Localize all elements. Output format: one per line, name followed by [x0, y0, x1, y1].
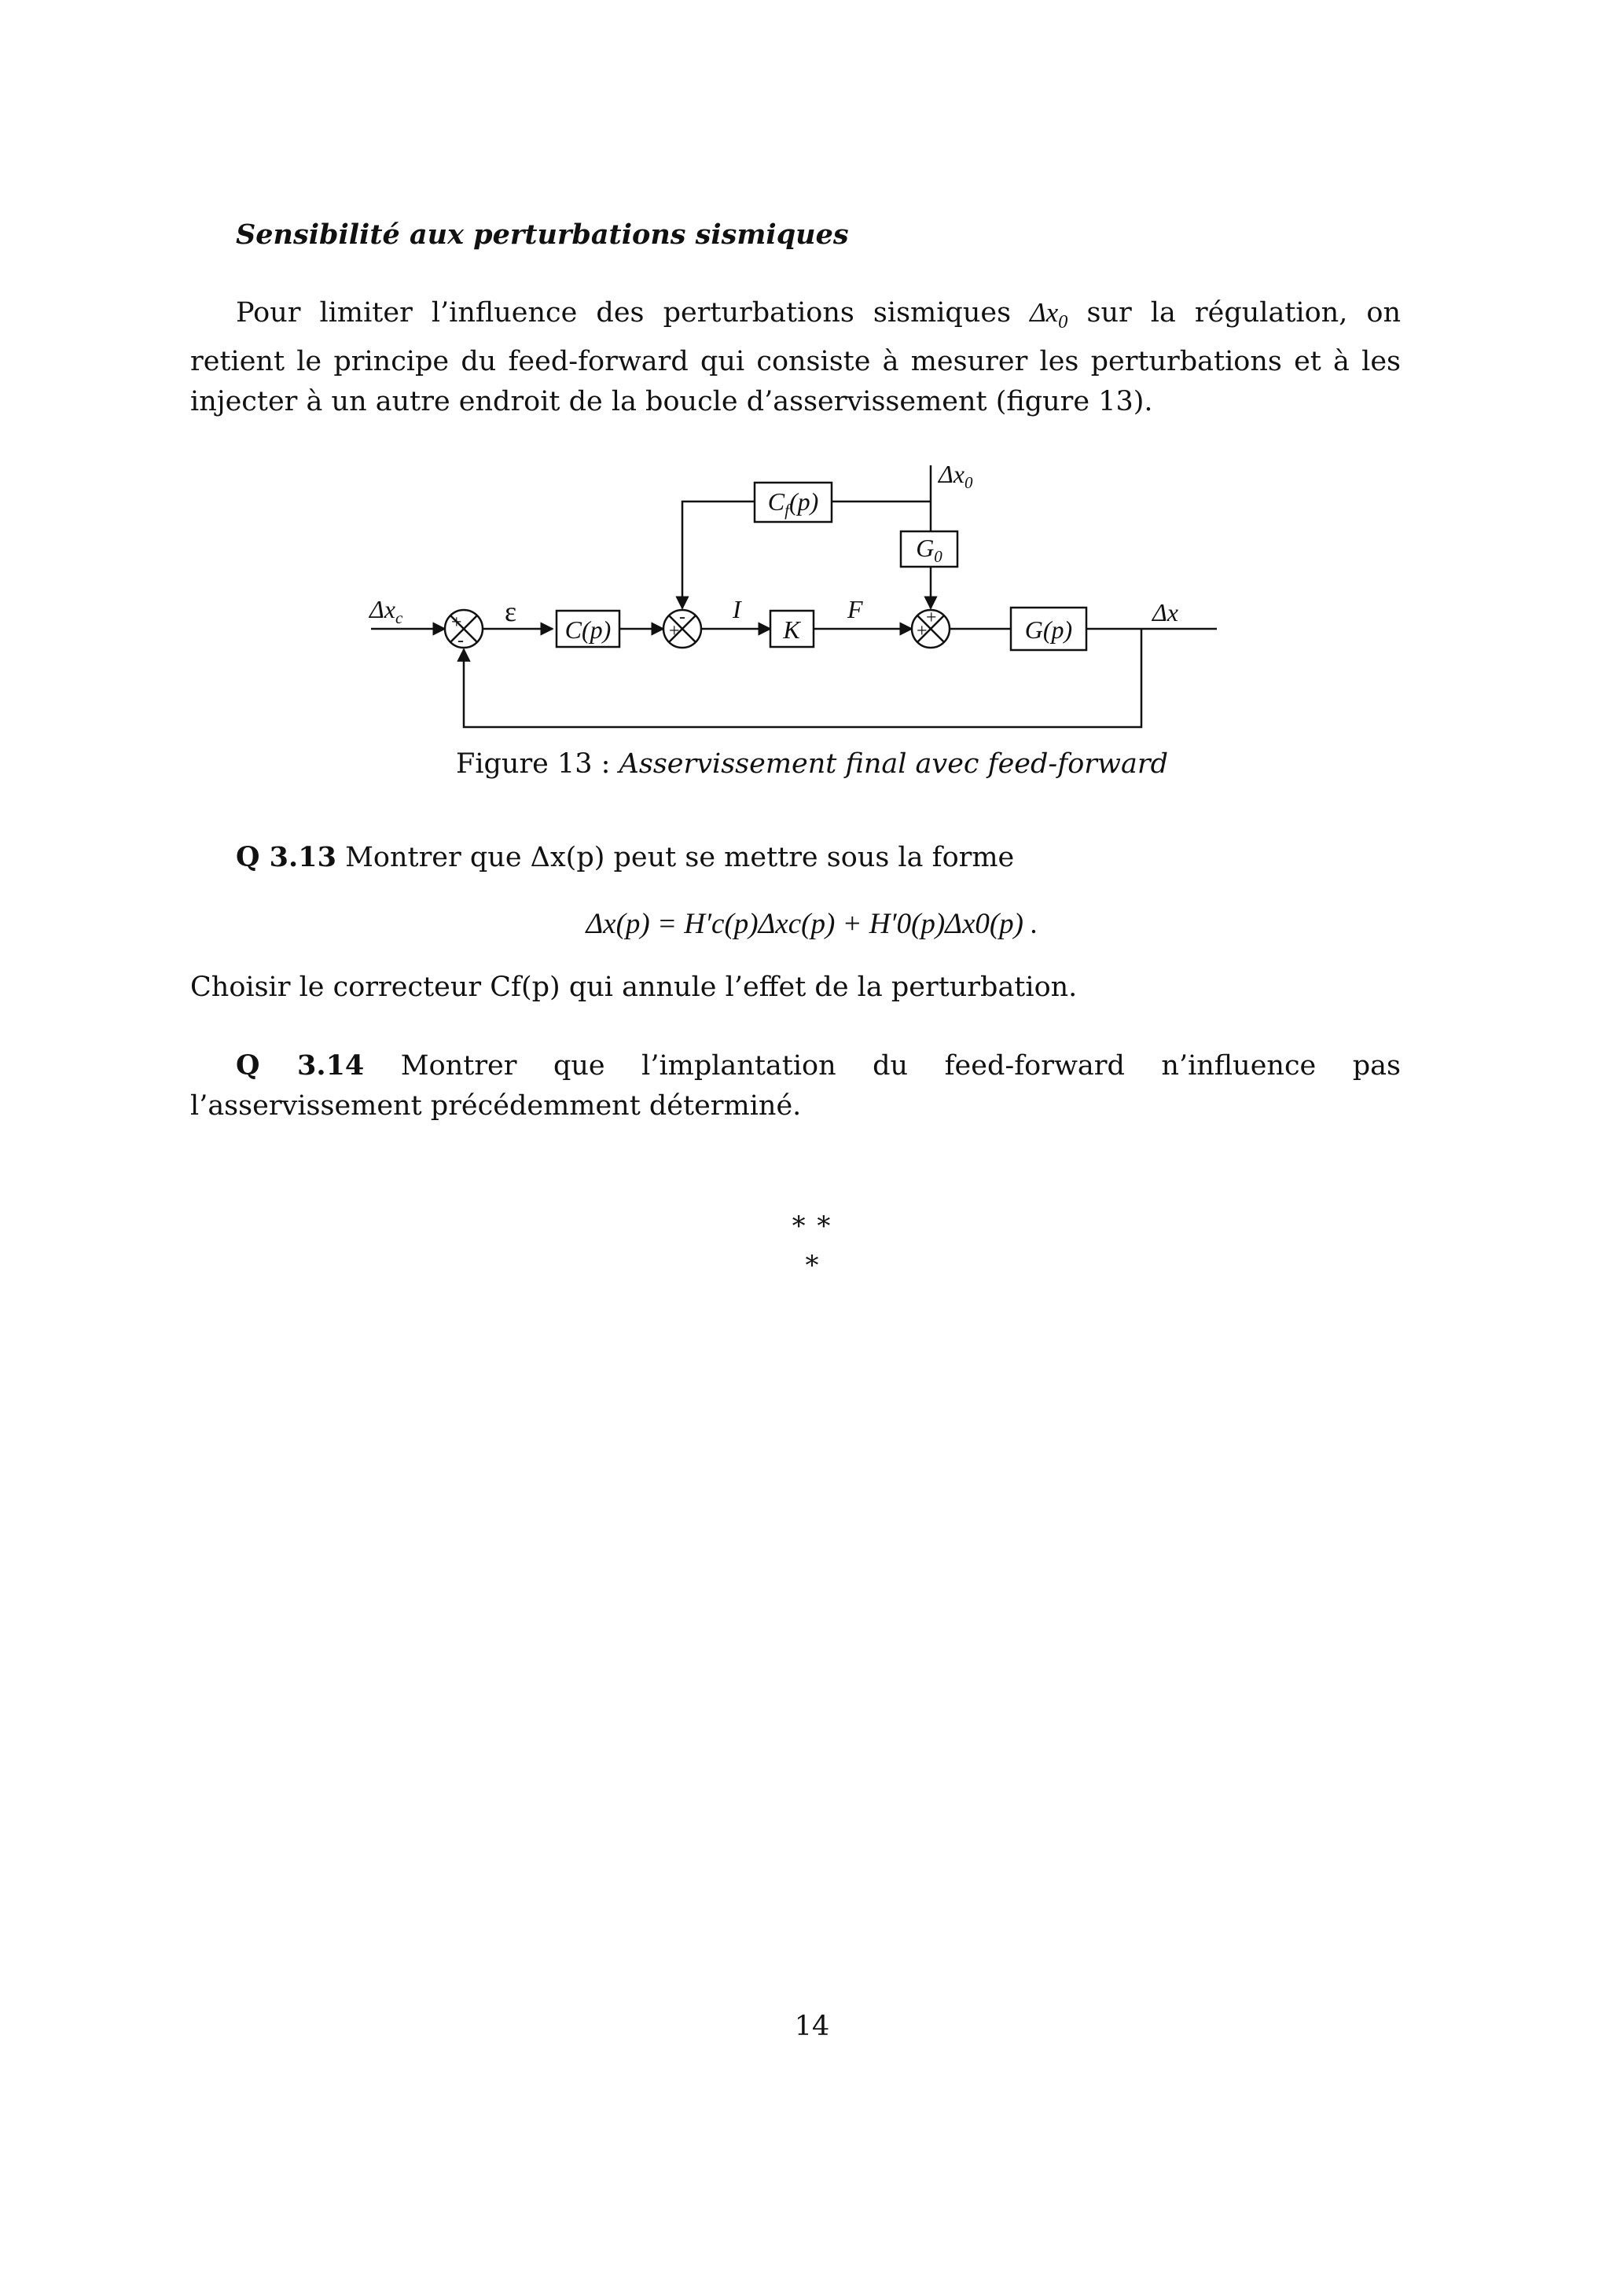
sum3-sign-left: +	[917, 621, 928, 641]
question-3-13	[236, 841, 1014, 873]
sum3-sign-top: +	[926, 608, 937, 628]
page-number: 14	[794, 2011, 830, 2042]
error-label: ε	[505, 596, 517, 627]
intro-symbol: $\Delta x_0$	[1030, 297, 1068, 332]
sum2-sign-minus: -	[679, 607, 685, 627]
block-k-label: K	[783, 615, 800, 644]
input-label: $\Delta x_c$	[369, 595, 403, 627]
equation: Δx(p) = H′c(p)Δxc(p) + H′0(p)Δx0(p) .	[586, 908, 1038, 940]
question-text: Montrer que l’implantation du feed-forward n’influence pas l’asservissement précédemment déterminé.	[190, 1050, 1401, 1122]
disturbance-label: $\Delta x_0$	[939, 460, 973, 492]
question-number: Q 3.13	[236, 841, 336, 873]
block-diagram	[0, 0, 1624, 755]
signal-f-label: F	[847, 595, 863, 623]
signal-i-label: I	[733, 595, 741, 623]
question-text: Montrer que Δx(p) peut se mettre sous la forme	[345, 842, 1015, 873]
sum1-sign-minus: -	[457, 630, 464, 651]
sum1-sign-plus: +	[451, 612, 462, 633]
block-g0-label: $G_0$	[916, 534, 942, 566]
sum2-sign-plus: +	[669, 621, 680, 641]
intro-text-after: sur la régulation, on retient le principe du feed-forward qui consiste à mesurer les perturbations et à les injecter à un autre endroit de la boucle d’asservissement (figure 13).	[190, 297, 1401, 417]
separator-star: *	[805, 1250, 819, 1281]
section-title: Sensibilité aux perturbations sismiques	[236, 219, 849, 251]
output-label: Δx	[1152, 598, 1178, 626]
separator-stars: * *	[792, 1210, 832, 1242]
question-3-14	[190, 1045, 1401, 1126]
block-cf-label: $C_f(p)$	[767, 487, 819, 520]
cf-out-line	[682, 501, 755, 608]
question-3-13-follow-up: Choisir le correcteur Cf(p) qui annule l’effet de la perturbation.	[190, 972, 1078, 1003]
intro-text-before: Pour limiter l’influence des perturbations sismiques	[236, 297, 1031, 329]
block-c-label: C(p)	[564, 615, 612, 644]
figure-caption: Figure 13 : Asservissement final avec feed-forward	[456, 748, 1168, 780]
question-number: Q 3.14	[236, 1049, 365, 1082]
block-g-label: G(p)	[1024, 615, 1073, 644]
